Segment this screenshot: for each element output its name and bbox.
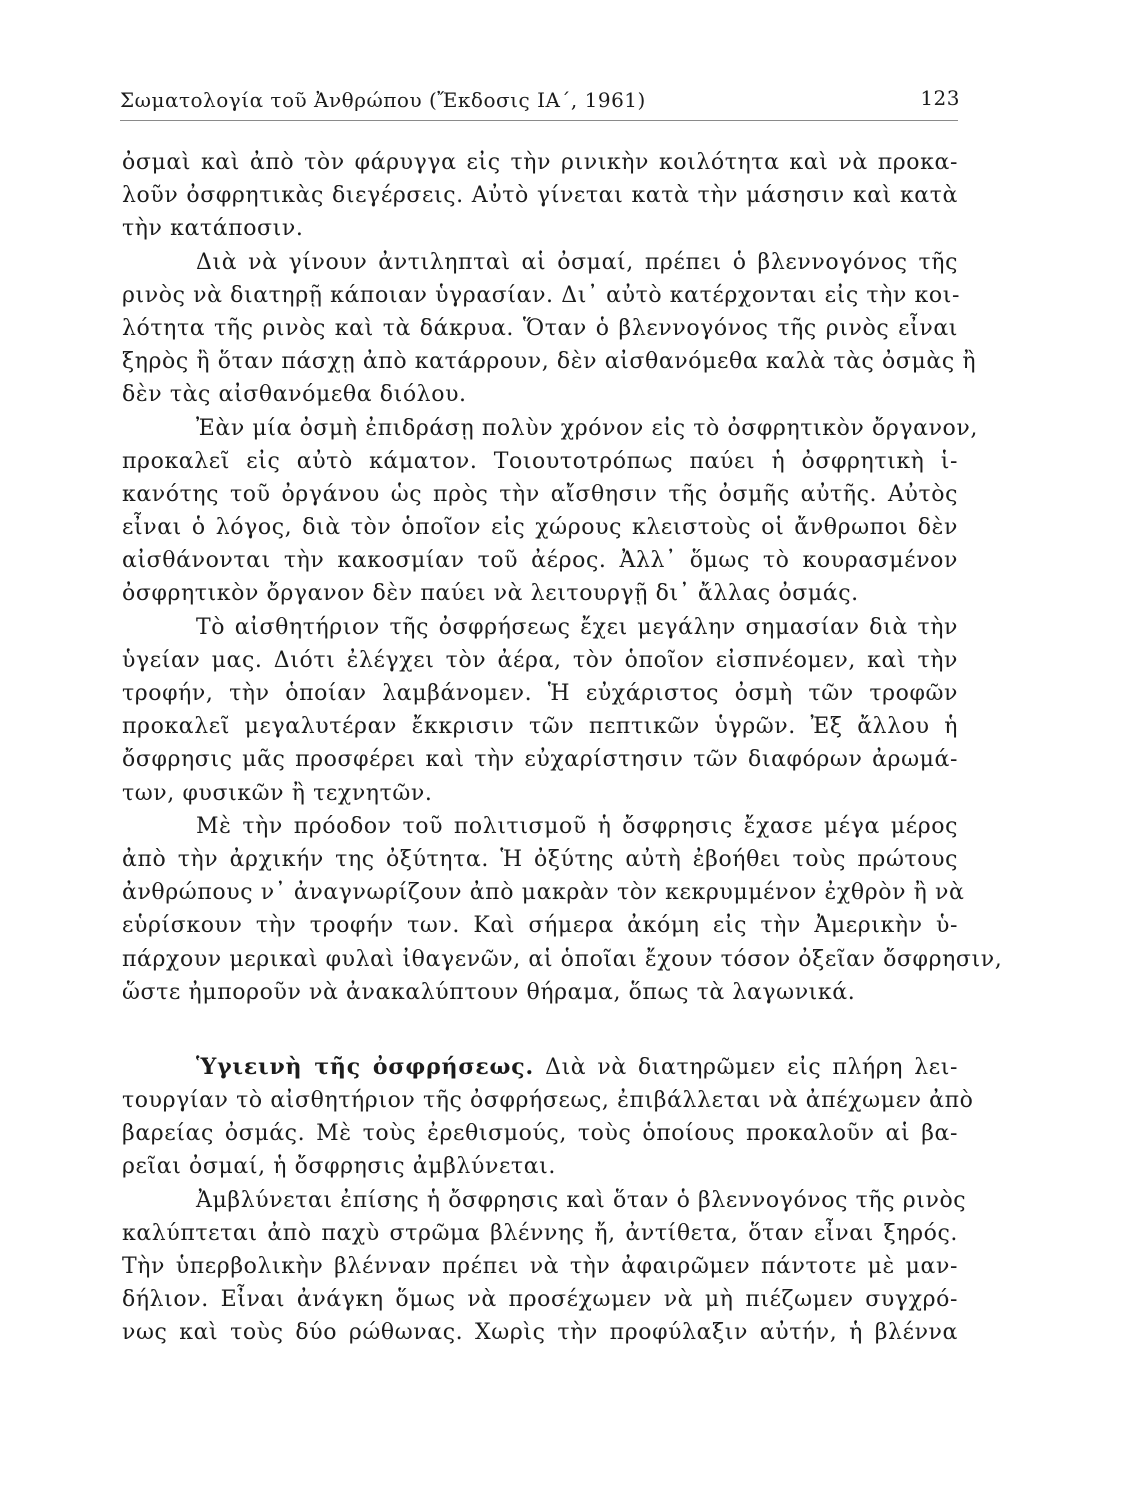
text-line: Ἀμβλύνεται ἐπίσης ἡ ὄσφρησις καὶ ὅταν ὁ βλεννογόνος τῆς ρινὸς xyxy=(196,1187,967,1213)
text-line: λότητα τῆς ρινὸς καὶ τὰ δάκρυα. Ὅταν ὁ βλεννογόνος τῆς ρινὸς εἶναι xyxy=(122,315,958,341)
text-line: ὥστε ἠμποροῦν νὰ ἀνακαλύπτουν θήραμα, ὅπως τὰ λαγωνικά. xyxy=(122,979,856,1005)
text-line: ἀνθρώπους ν᾽ ἀναγνωρίζουν ἀπὸ μακρὰν τὸν κεκρυμμένον ἐχθρὸν ἢ νὰ xyxy=(122,880,965,906)
text-line: Ἐὰν μία ὀσμὴ ἐπιδράσῃ πολὺν χρόνον εἰς τὸ ὀσφρητικὸν ὄργανον, xyxy=(196,415,978,441)
text-line: αἰσθάνονται τὴν κακοσμίαν τοῦ ἀέρος. Ἀλλ᾽ ὅμως τὸ κουρασμένον xyxy=(122,548,958,574)
text-line: προκαλεῖ εἰς αὐτὸ κάματον. Τοιουτοτρόπως παύει ἡ ὀσφρητικὴ ἱ- xyxy=(122,448,958,474)
text-line: προκαλεῖ μεγαλυτέραν ἔκκρισιν τῶν πεπτικῶν ὑγρῶν. Ἐξ ἄλλου ἡ xyxy=(122,714,958,740)
page-number: 123 xyxy=(920,86,960,110)
section-first-line xyxy=(122,1051,958,1084)
text-line: Τὴν ὑπερβολικὴν βλένναν πρέπει νὰ τὴν ἀφαιρῶμεν πάντοτε μὲ μαν- xyxy=(122,1254,958,1279)
text-line: βαρείας ὀσμάς. Μὲ τοὺς ἐρεθισμούς, τοὺς ὁποίους προκαλοῦν αἱ βα- xyxy=(122,1121,958,1147)
text-line: δήλιον. Εἶναι ἀνάγκη ὅμως νὰ προσέχωμεν νὰ μὴ πιέζωμεν συγχρό- xyxy=(122,1287,958,1313)
text-line: ὀσφρητικὸν ὄργανον δὲν παύει νὰ λειτουργῇ δι᾽ ἄλλας ὀσμάς. xyxy=(122,581,859,607)
section-first-line-text: Διὰ νὰ διατηρῶμεν εἰς πλήρη λει- xyxy=(545,1054,959,1080)
text-line: τὴν κατάποσιν. xyxy=(122,216,304,242)
text-line: εὑρίσκουν τὴν τροφήν των. Καὶ σήμερα ἀκόμη εἰς τὴν Ἀμερικὴν ὑ- xyxy=(122,913,958,939)
text-line: λοῦν ὀσφρητικὰς διεγέρσεις. Αὐτὸ γίνεται κατὰ τὴν μάσησιν καὶ κατὰ xyxy=(122,183,958,209)
body-text xyxy=(122,146,1003,1350)
text-line: κανότης τοῦ ὀργάνου ὡς πρὸς τὴν αἴσθησιν τῆς ὀσμῆς αὐτῆς. Αὐτὸς xyxy=(122,481,958,507)
text-line: Μὲ τὴν πρόοδον τοῦ πολιτισμοῦ ἡ ὄσφρησις ἔχασε μέγα μέρος xyxy=(196,813,958,839)
text-line: ρινὸς νὰ διατηρῇ κάποιαν ὑγρασίαν. Δι᾽ αὐτὸ κατέρχονται εἰς τὴν κοι- xyxy=(122,282,960,308)
text-line: πάρχουν μερικαὶ φυλαὶ ἰθαγενῶν, αἱ ὁποῖαι ἔχουν τόσον ὀξεῖαν ὄσφρησιν, xyxy=(122,946,1003,972)
text-line: Διὰ νὰ γίνουν ἀντιληπταὶ αἱ ὀσμαί, πρέπει ὁ βλεννογόνος τῆς xyxy=(196,249,958,275)
section-gap xyxy=(122,1009,958,1051)
text-line: εἶναι ὁ λόγος, διὰ τὸν ὁποῖον εἰς χώρους κλειστοὺς οἱ ἄνθρωποι δὲν xyxy=(122,515,958,541)
running-title: Σωματολογία τοῦ Ἀνθρώπου (Ἔκδοσις ΙΑ΄, 1961) xyxy=(120,88,646,112)
text-line: δὲν τὰς αἰσθανόμεθα διόλου. xyxy=(122,382,467,408)
text-line: καλύπτεται ἀπὸ παχὺ στρῶμα βλέννης ἤ, ἀντίθετα, ὅταν εἶναι ξηρός. xyxy=(122,1220,958,1246)
section-heading: Ὑγιεινὴ τῆς ὀσφρήσεως. xyxy=(196,1053,534,1080)
text-line: τουργίαν τὸ αἰσθητήριον τῆς ὀσφρήσεως, ἐπιβάλλεται νὰ ἀπέχωμεν ἀπὸ xyxy=(122,1088,974,1114)
text-line: νως καὶ τοὺς δύο ρώθωνας. Χωρὶς τὴν προφύλαξιν αὐτήν, ἡ βλέννα xyxy=(122,1320,958,1346)
text-line: των, φυσικῶν ἢ τεχνητῶν. xyxy=(122,780,433,806)
text-line: ὀσμαὶ καὶ ἀπὸ τὸν φάρυγγα εἰς τὴν ρινικὴν κοιλότητα καὶ νὰ προκα- xyxy=(122,150,958,175)
running-head xyxy=(120,84,960,118)
text-line: τροφήν, τὴν ὁποίαν λαμβάνομεν. Ἡ εὐχάριστος ὀσμὴ τῶν τροφῶν xyxy=(122,681,958,706)
text-line: ὑγείαν μας. Διότι ἐλέγχει τὸν ἀέρα, τὸν ὁποῖον εἰσπνέομεν, καὶ τὴν xyxy=(122,647,958,673)
text-line: ὄσφρησις μᾶς προσφέρει καὶ τὴν εὐχαρίστησιν τῶν διαφόρων ἀρωμά- xyxy=(122,747,958,773)
header-rule xyxy=(120,120,958,121)
text-line: ἀπὸ τὴν ἀρχικήν της ὀξύτητα. Ἡ ὀξύτης αὐτὴ ἐβοήθει τοὺς πρώτους xyxy=(122,846,958,872)
text-line: Τὸ αἰσθητήριον τῆς ὀσφρήσεως ἔχει μεγάλην σημασίαν διὰ τὴν xyxy=(196,614,958,640)
text-line: ξηρὸς ἢ ὅταν πάσχῃ ἀπὸ κατάρρουν, δὲν αἰσθανόμεθα καλὰ τὰς ὀσμὰς ἢ xyxy=(122,349,977,375)
text-line: ρεῖαι ὀσμαί, ἡ ὄσφρησις ἀμβλύνεται. xyxy=(122,1154,556,1180)
